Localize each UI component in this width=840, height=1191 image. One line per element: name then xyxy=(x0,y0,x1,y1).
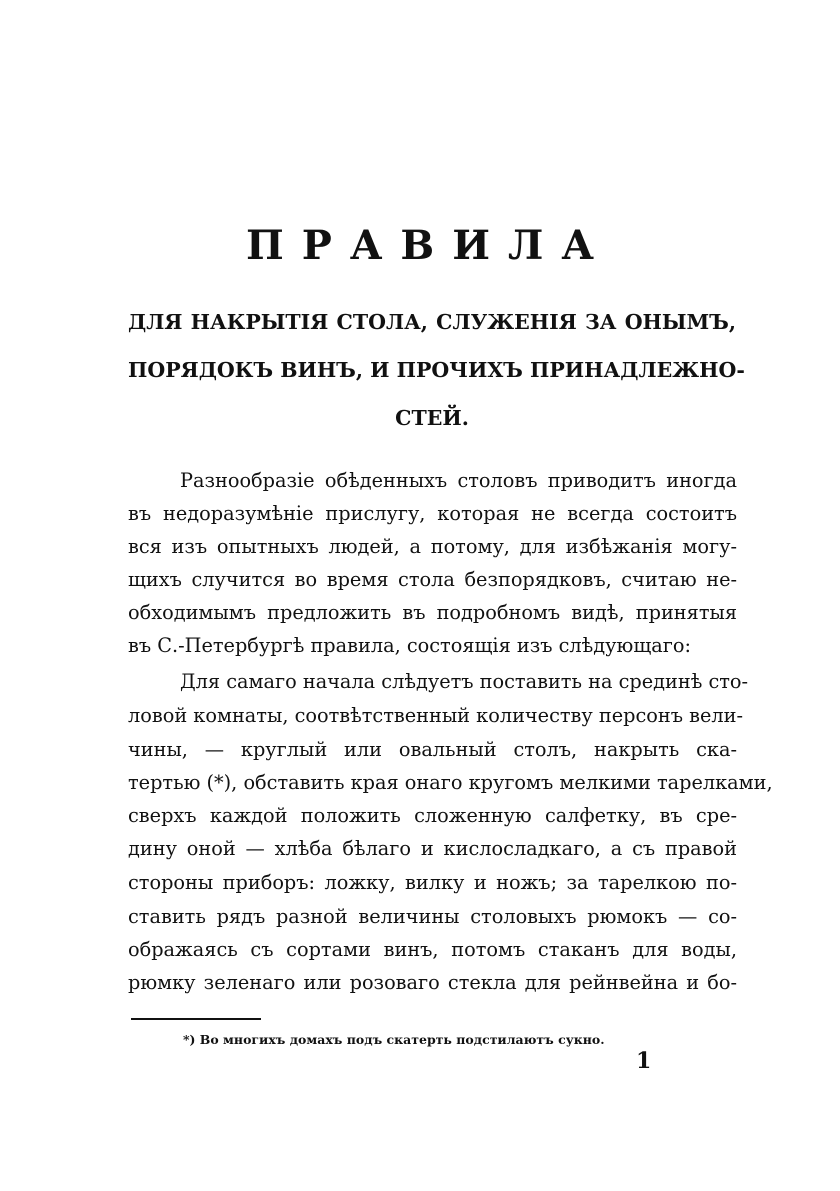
text-line: ображаясь съ сортами винъ, потомъ стаканъ для воды, xyxy=(128,938,737,961)
text-line: Разнообразіе обѣденныхъ столовъ приводитъ иногда xyxy=(180,469,737,492)
text-line: въ С.-Петербургѣ правила, состоящія изъ слѣдующаго: xyxy=(128,634,691,657)
page-title: ПРАВИЛА xyxy=(246,222,612,269)
text-line: тертью (*), обставить края онаго кругомъ мелкими тарелками, xyxy=(128,771,773,794)
text-line: вся изъ опытныхъ людей, а потому, для избѣжанія могу- xyxy=(128,535,737,558)
text-line: ловой комнаты, соотвѣтственный количеству персонъ вели- xyxy=(128,704,744,727)
subtitle-line: ДЛЯ НАКРЫТІЯ СТОЛА, СЛУЖЕНІЯ ЗА ОНЫМЪ, xyxy=(128,310,736,334)
text-line: сверхъ каждой положить сложенную салфетку, въ сре- xyxy=(128,804,737,827)
text-line: Для самаго начала слѣдуетъ поставить на срединѣ сто- xyxy=(180,670,749,693)
text-line: въ недоразумѣніе прислугу, которая не всегда состоитъ xyxy=(128,502,737,525)
subtitle-line: СТЕЙ. xyxy=(395,406,469,430)
text-line: щихъ случится во время стола безпорядковъ, считаю не- xyxy=(128,568,737,591)
text-line: обходимымъ предложить въ подробномъ видѣ, принятыя xyxy=(128,601,737,624)
page-number: 1 xyxy=(636,1048,652,1074)
subtitle-line: ПОРЯДОКЪ ВИНЪ, И ПРОЧИХЪ ПРИНАДЛЕЖНО- xyxy=(128,358,745,382)
text-line: чины, — круглый или овальный столъ, накрыть ска- xyxy=(128,738,737,761)
footnote-divider xyxy=(131,1018,261,1020)
text-line: стороны приборъ: ложку, вилку и ножъ; за тарелкою по- xyxy=(128,871,737,894)
text-line: рюмку зеленаго или розоваго стекла для рейнвейна и бо- xyxy=(128,971,737,994)
text-line: ставить рядъ разной величины столовыхъ рюмокъ — со- xyxy=(128,905,737,928)
footnote: *) Во многихъ домахъ подъ скатерть подстилаютъ сукно. xyxy=(183,1032,605,1047)
text-line: дину оной — хлѣба бѣлаго и кислосладкаго, а съ правой xyxy=(128,837,737,860)
